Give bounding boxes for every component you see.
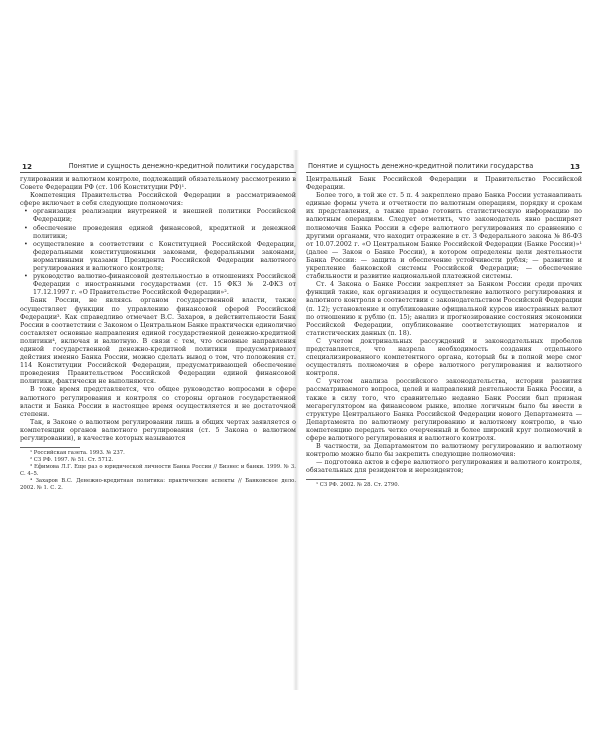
paragraph: Центральный Банк Российской Федерации и Правительство Российской Федерации.: [306, 176, 582, 192]
paragraph: С учетом доктринальных рассуждений и законодательных пробелов представляется, что назрела необходимость создания отдельного специализированного компетентного органа, который бы в полной мере смог осуществлять полномочия в сфере валютного регулирования и валютного контроля.: [306, 337, 582, 378]
paragraph: — подготовка актов в сфере валютного регулирования и валютного контроля, обязательных для резидентов и нерезидентов;: [306, 459, 582, 475]
paragraph: гулировании и валютном контроле, подлежащий обязательному рассмотрению в Совете Федерации РФ (ст. 106 Конституции РФ)¹.: [20, 176, 296, 192]
footnote: ³ Ефимова Л.Г. Еще раз о юридической личности Банка России // Бизнес и банки. 1999. № 3. С. 4–5.: [20, 463, 296, 477]
paragraph: Банк России, не являясь органом государственной власти, также осуществляет функции по управлению финансовой сферой Российской Федерации³. Как справедливо отмечает В.С. Захаров, в действительности Банк России в соответствии с Законом о Центральном Банке практически единолично составляет основные направления единой государственной денежно-кредитной политики⁴, включая и валютную. В связи с тем, что основные направления единой государственной денежно-кредитной политики предусматривают действия именно Банка России, можно сделать вывод о том, что положения ст. 114 Конституции Российской Федерации, предусматривающей обеспечение проведения Правительством Российской Федерации единой финансовой политики, фактически не выполняются.: [20, 297, 296, 386]
footnote: ¹ СЗ РФ. 2002. № 28. Ст. 2790.: [316, 482, 400, 489]
footnote-separator: [306, 479, 366, 480]
right-page-body: [306, 173, 582, 489]
paragraph: В тоже время представляется, что общее руководство вопросами в сфере валютного регулирования и контроля со стороны органов государственной власти и Банка России в настоящее время осуществляется и не достаточной степени.: [20, 386, 296, 418]
paragraph: С учетом анализа российского законодательства, истории развития рассматриваемого вопроса, целей и направлений деятельности Банка России, а также в силу того, что сравнительно недавно Банк России был признан мегарегулятором на финансовом рынке, вполне логичным было бы ввести в структуре Центрального Банка Российской Федерации нового Департамента — Департамента по валютному регулированию и валютному контролю, в чью компетенцию передать четко очерченный и более широкий круг полномочий в сфере валютного регулирования и валютного контроля.: [306, 378, 582, 442]
right-page-header: [306, 162, 582, 173]
footnote: ² СЗ РФ. 1997. № 51. Ст. 5712.: [30, 457, 114, 463]
right-running-title: Понятие и сущность денежно-кредитной политики государства: [308, 162, 534, 170]
footnote-separator: [20, 447, 80, 448]
paragraph: Компетенция Правительства Российской Федерации в рассматриваемой сфере включает в себя следующие полномочия:: [20, 192, 296, 208]
list-item: • обеспечение проведения единой финансовой, кредитной и денежной политики;: [33, 225, 296, 241]
paragraph: Более того, в той же ст. 5 п. 4 закреплено право Банка России устанавливать единые формы учета и отчетности по валютным операциям, порядку и срокам их представления, а также право готовить статистическую информацию по валютным операциям. Следует отметить, что законодатель явно расширяет полномочия Банка России в сфере валютного регулирования по сравнению с другими органами, что находит отражение в ст. 3 Федерального закона № 86-ФЗ от 10.07.2002 г. «О Центральном Банке Российской Федерации (Банке России)»¹ (далее — Закон о Банке России), в котором определены цели деятельности Банка России: — защита и обеспечение устойчивости рубля; — развитие и укрепление банковской системы Российской Федерации; — обеспечение стабильности и развитие национальной платежной системы.: [306, 192, 582, 281]
right-page: [306, 162, 582, 489]
left-page-header: [20, 162, 296, 173]
paragraph: Ст. 4 Закона о Банке России закрепляет за Банком России среди прочих функций такие, как организация и осуществление валютного регулирования и валютного контроля в соответствии с законодательством Российской Федерации (п. 12); установление и опубликование официальной курсов иностранных валют по отношению к рублю (п. 15); анализ и прогнозирование состояния экономики Российской Федерации, опубликование соответствующих материалов и статистических данных (п. 18).: [306, 281, 582, 337]
left-running-title: Понятие и сущность денежно-кредитной политики государства: [68, 162, 294, 170]
footnote: ⁴ Захаров В.С. Денежно-кредитная политика: практические аспекты // Банковское дело. 2002. № 1. С. 2.: [20, 477, 296, 491]
paragraph: В частности, за Департаментом по валютному регулированию и валютному контролю можно было бы закрепить следующие полномочия:: [306, 443, 582, 459]
left-page-number: 12: [22, 162, 33, 171]
footnote: ¹ Российская газета. 1993. № 237.: [30, 450, 125, 457]
paragraph: Так, в Законе о валютном регулировании лишь в общих чертах заявляется о компетенции органов валютного регулирования (ст. 5 Закона о валютном регулировании), в качестве которых называются: [20, 418, 296, 442]
list-item: • руководство валютно-финансовой деятельностью в отношениях Российской Федерации с иностранными государствами (ст. 15 ФКЗ № 2-ФКЗ от 17.12.1997 г. «О Правительстве Российской Федерации»².: [33, 273, 296, 297]
right-page-number: 13: [569, 162, 580, 171]
list-item: • осуществление в соответствии с Конституцией Российской Федерации, федеральными конституционными законами, федеральными законами, нормативными указами Президента Российской Федерации валютного регулирования и валютного контроля;: [33, 241, 296, 273]
left-page: [20, 162, 296, 492]
competence-list: [20, 208, 296, 297]
left-page-body: [20, 173, 296, 492]
list-item: • организация реализации внутренней и внешней политики Российской Федерации;: [33, 208, 296, 224]
